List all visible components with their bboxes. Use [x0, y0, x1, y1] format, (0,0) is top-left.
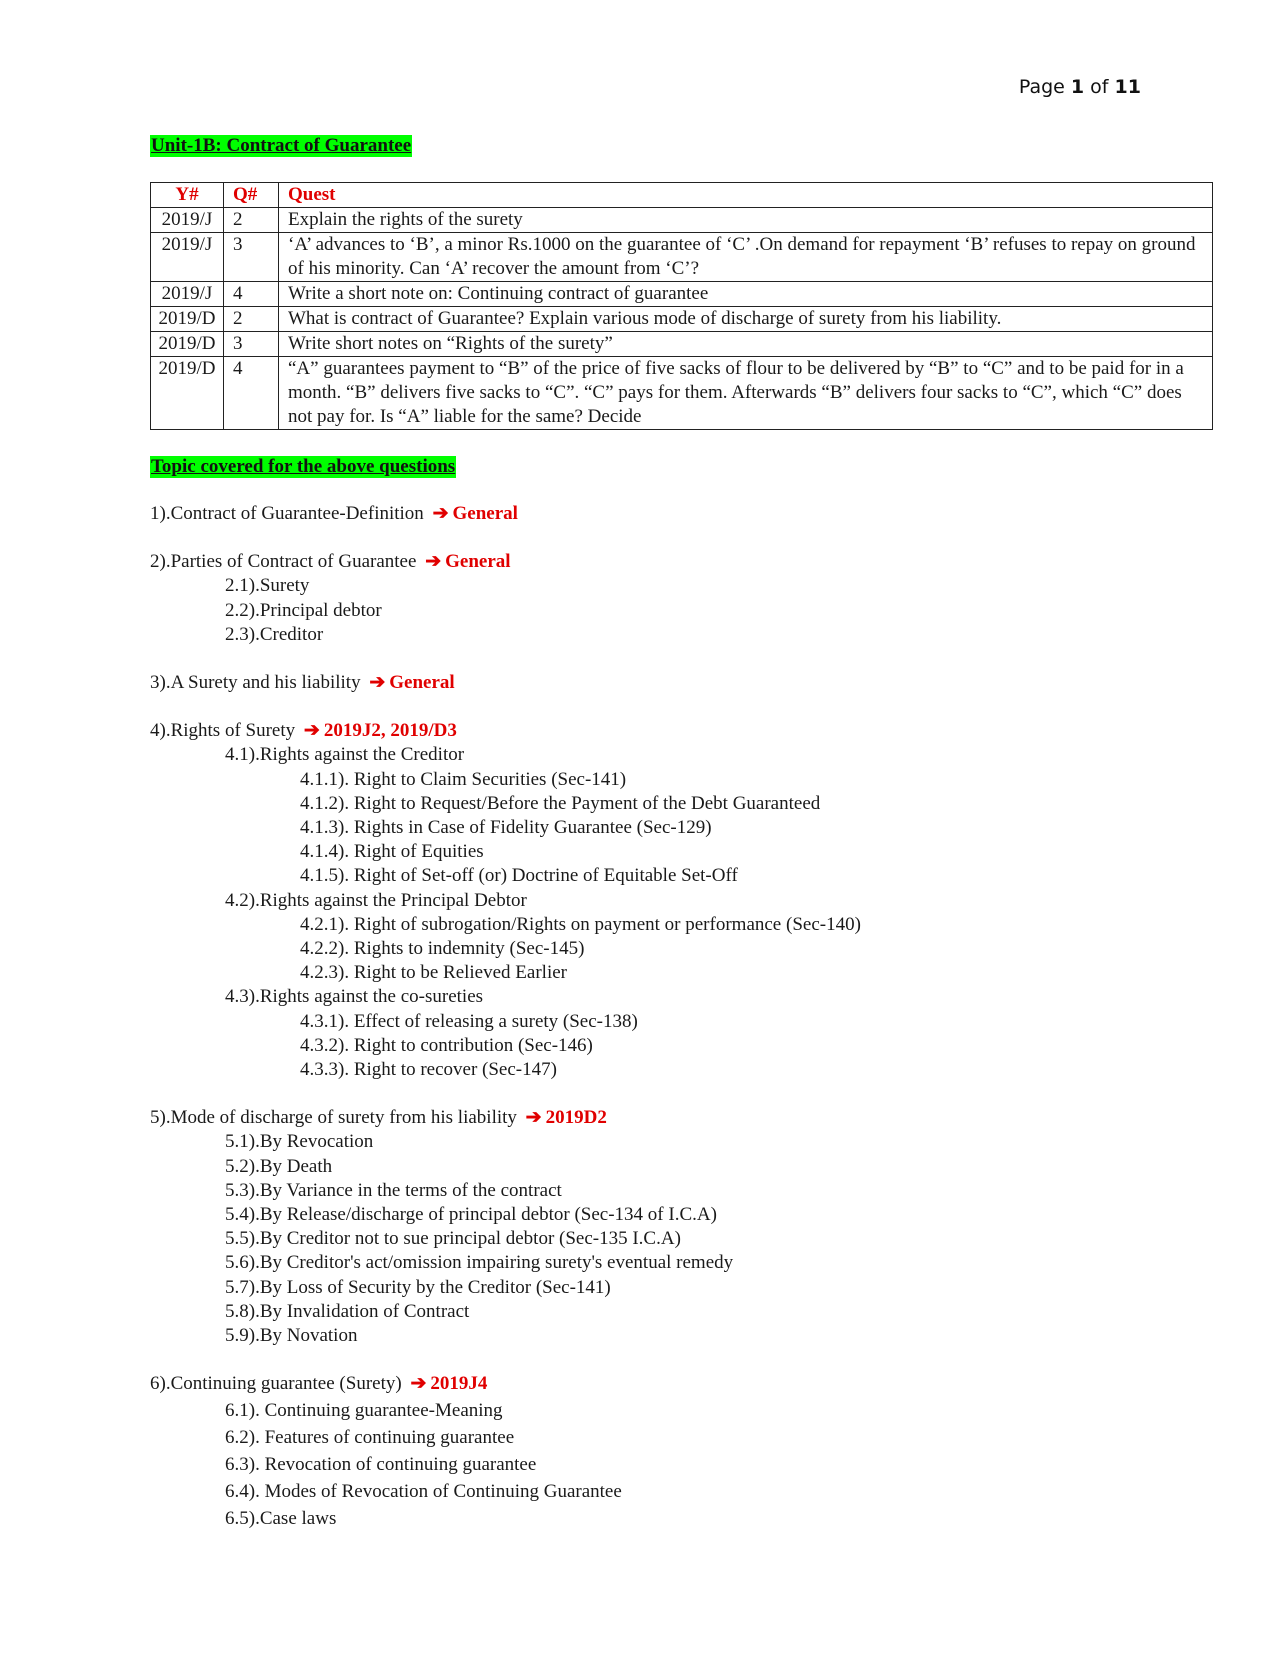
table-row: [151, 208, 1213, 233]
questions-table: [150, 182, 1213, 430]
table-row: [151, 332, 1213, 357]
question-number-cell: 2: [224, 208, 279, 233]
list-item: 5.9).By Novation: [225, 1325, 358, 1347]
topic-title: 2).Parties of Contract of Guarantee ➔ General: [150, 551, 511, 573]
list-item: 5.6).By Creditor's act/omission impairing surety's eventual remedy: [225, 1252, 734, 1274]
question-cell: Explain the rights of the surety: [279, 208, 1213, 233]
question-cell: “A” guarantees payment to “B” of the price of five sacks of flour to be delivered by “B” to “C” and to be paid for in a month. “B” delivers five sacks to “C”. “C” pays for them. Afterwards “B” delivers four sacks to “C”, which “C” does not pay for. Is “A” liable for the same? Decide: [279, 357, 1213, 430]
list-item: 6.1). Continuing guarantee-Meaning: [225, 1399, 503, 1421]
question-cell: ‘A’ advances to ‘B’, a minor Rs.1000 on the guarantee of ‘C’ .On demand for repayment ‘B’ refuses to repay on ground of his minority. Can ‘A’ recover the amount from ‘C’?: [279, 233, 1213, 282]
year-cell: 2019/D: [151, 307, 224, 332]
year-cell: 2019/J: [151, 208, 224, 233]
topic-title: 4).Rights of Surety ➔ 2019J2, 2019/D3: [150, 720, 457, 742]
year-cell: 2019/J: [151, 282, 224, 307]
arrow-right-icon: ➔: [410, 1373, 427, 1395]
column-header-question-number: Q#: [224, 183, 279, 208]
arrow-right-icon: ➔: [432, 503, 449, 524]
topic-list: [150, 502, 1210, 1556]
list-item: 5.3).By Variance in the terms of the contract: [225, 1179, 562, 1201]
table-header-row: [151, 183, 1213, 208]
list-item: 4.3.2). Right to contribution (Sec-146): [300, 1034, 593, 1056]
topic-section: [150, 1106, 1210, 1348]
list-item: 4.1.3). Rights in Case of Fidelity Guarantee (Sec-129): [300, 817, 712, 839]
list-item: 4.2.2). Rights to indemnity (Sec-145): [300, 938, 585, 960]
topic-title: 5).Mode of discharge of surety from his liability ➔ 2019D2: [150, 1107, 607, 1129]
subtopic-label: 4.1).Rights against the Creditor: [225, 744, 465, 766]
subtopic-label: 4.3).Rights against the co-sureties: [225, 986, 484, 1008]
question-number-cell: 2: [224, 307, 279, 332]
year-cell: 2019/D: [151, 357, 224, 430]
question-number-cell: 4: [224, 357, 279, 430]
list-item: 4.1.2). Right to Request/Before the Payment of the Debt Guaranteed: [300, 792, 821, 814]
topic-section: [150, 502, 1210, 526]
question-number-cell: 3: [224, 332, 279, 357]
question-number-cell: 4: [224, 282, 279, 307]
topic-reference: General: [445, 551, 511, 573]
column-header-year: Y#: [151, 183, 224, 208]
list-item: 4.2.1). Right of subrogation/Rights on payment or performance (Sec-140): [300, 913, 861, 935]
topic-title: 1).Contract of Guarantee-Definition ➔ General: [150, 503, 518, 524]
question-number-cell: 3: [224, 233, 279, 282]
list-item: 6.2). Features of continuing guarantee: [225, 1426, 515, 1448]
page-number: Page 1 of 11: [1018, 76, 1141, 98]
list-item: 6.4). Modes of Revocation of Continuing Guarantee: [225, 1480, 622, 1502]
topic-title: 6).Continuing guarantee (Surety) ➔ 2019J4: [150, 1373, 488, 1395]
year-cell: 2019/J: [151, 233, 224, 282]
list-item: 4.1.4). Right of Equities: [300, 841, 484, 863]
list-item: 5.8).By Invalidation of Contract: [225, 1300, 470, 1322]
arrow-right-icon: ➔: [303, 720, 320, 742]
question-cell: What is contract of Guarantee? Explain various mode of discharge of surety from his liability.: [279, 307, 1213, 332]
list-item: 5.4).By Release/discharge of principal debtor (Sec-134 of I.C.A): [225, 1204, 717, 1226]
table-row: [151, 282, 1213, 307]
list-item: 4.3.1). Effect of releasing a surety (Sec-138): [300, 1010, 638, 1032]
table-row: [151, 307, 1213, 332]
list-item: 4.2.3). Right to be Relieved Earlier: [300, 962, 567, 984]
list-item: 2.2).Principal debtor: [225, 599, 382, 621]
table-row: [151, 233, 1213, 282]
list-item: 5.7).By Loss of Security by the Creditor (Sec-141): [225, 1276, 611, 1298]
list-item: 6.3). Revocation of continuing guarantee: [225, 1453, 537, 1475]
unit-title: Unit-1B: Contract of Guarantee: [151, 135, 412, 156]
table-row: [151, 357, 1213, 430]
topic-section: [150, 719, 1210, 1082]
subtopic-label: 4.2).Rights against the Principal Debtor: [225, 889, 527, 911]
topic-title: 3).A Surety and his liability ➔ General: [150, 672, 455, 694]
arrow-right-icon: ➔: [425, 551, 442, 573]
column-header-question: Quest: [279, 183, 1213, 208]
list-item: 2.3).Creditor: [225, 623, 324, 645]
topic-section: [150, 1372, 1210, 1531]
topic-reference: General: [452, 503, 518, 524]
topic-section: [150, 550, 1210, 647]
topic-reference: 2019J4: [430, 1373, 488, 1395]
topic-heading: Topic covered for the above questions: [151, 456, 456, 477]
topic-section: [150, 671, 1210, 695]
list-item: 5.1).By Revocation: [225, 1131, 374, 1153]
list-item: 6.5).Case laws: [225, 1507, 337, 1529]
list-item: 4.1.1). Right to Claim Securities (Sec-141): [300, 768, 627, 790]
list-item: 5.2).By Death: [225, 1155, 333, 1177]
arrow-right-icon: ➔: [369, 672, 386, 694]
list-item: 5.5).By Creditor not to sue principal debtor (Sec-135 I.C.A): [225, 1228, 681, 1250]
question-cell: Write a short note on: Continuing contract of guarantee: [279, 282, 1213, 307]
list-item: 4.3.3). Right to recover (Sec-147): [300, 1059, 557, 1081]
arrow-right-icon: ➔: [525, 1107, 542, 1129]
topic-reference: 2019D2: [545, 1107, 607, 1129]
year-cell: 2019/D: [151, 332, 224, 357]
topic-reference: General: [389, 672, 455, 694]
list-item: 2.1).Surety: [225, 575, 310, 597]
question-cell: Write short notes on “Rights of the surety”: [279, 332, 1213, 357]
topic-reference: 2019J2, 2019/D3: [323, 720, 457, 742]
list-item: 4.1.5). Right of Set-off (or) Doctrine of Equitable Set-Off: [300, 865, 738, 887]
